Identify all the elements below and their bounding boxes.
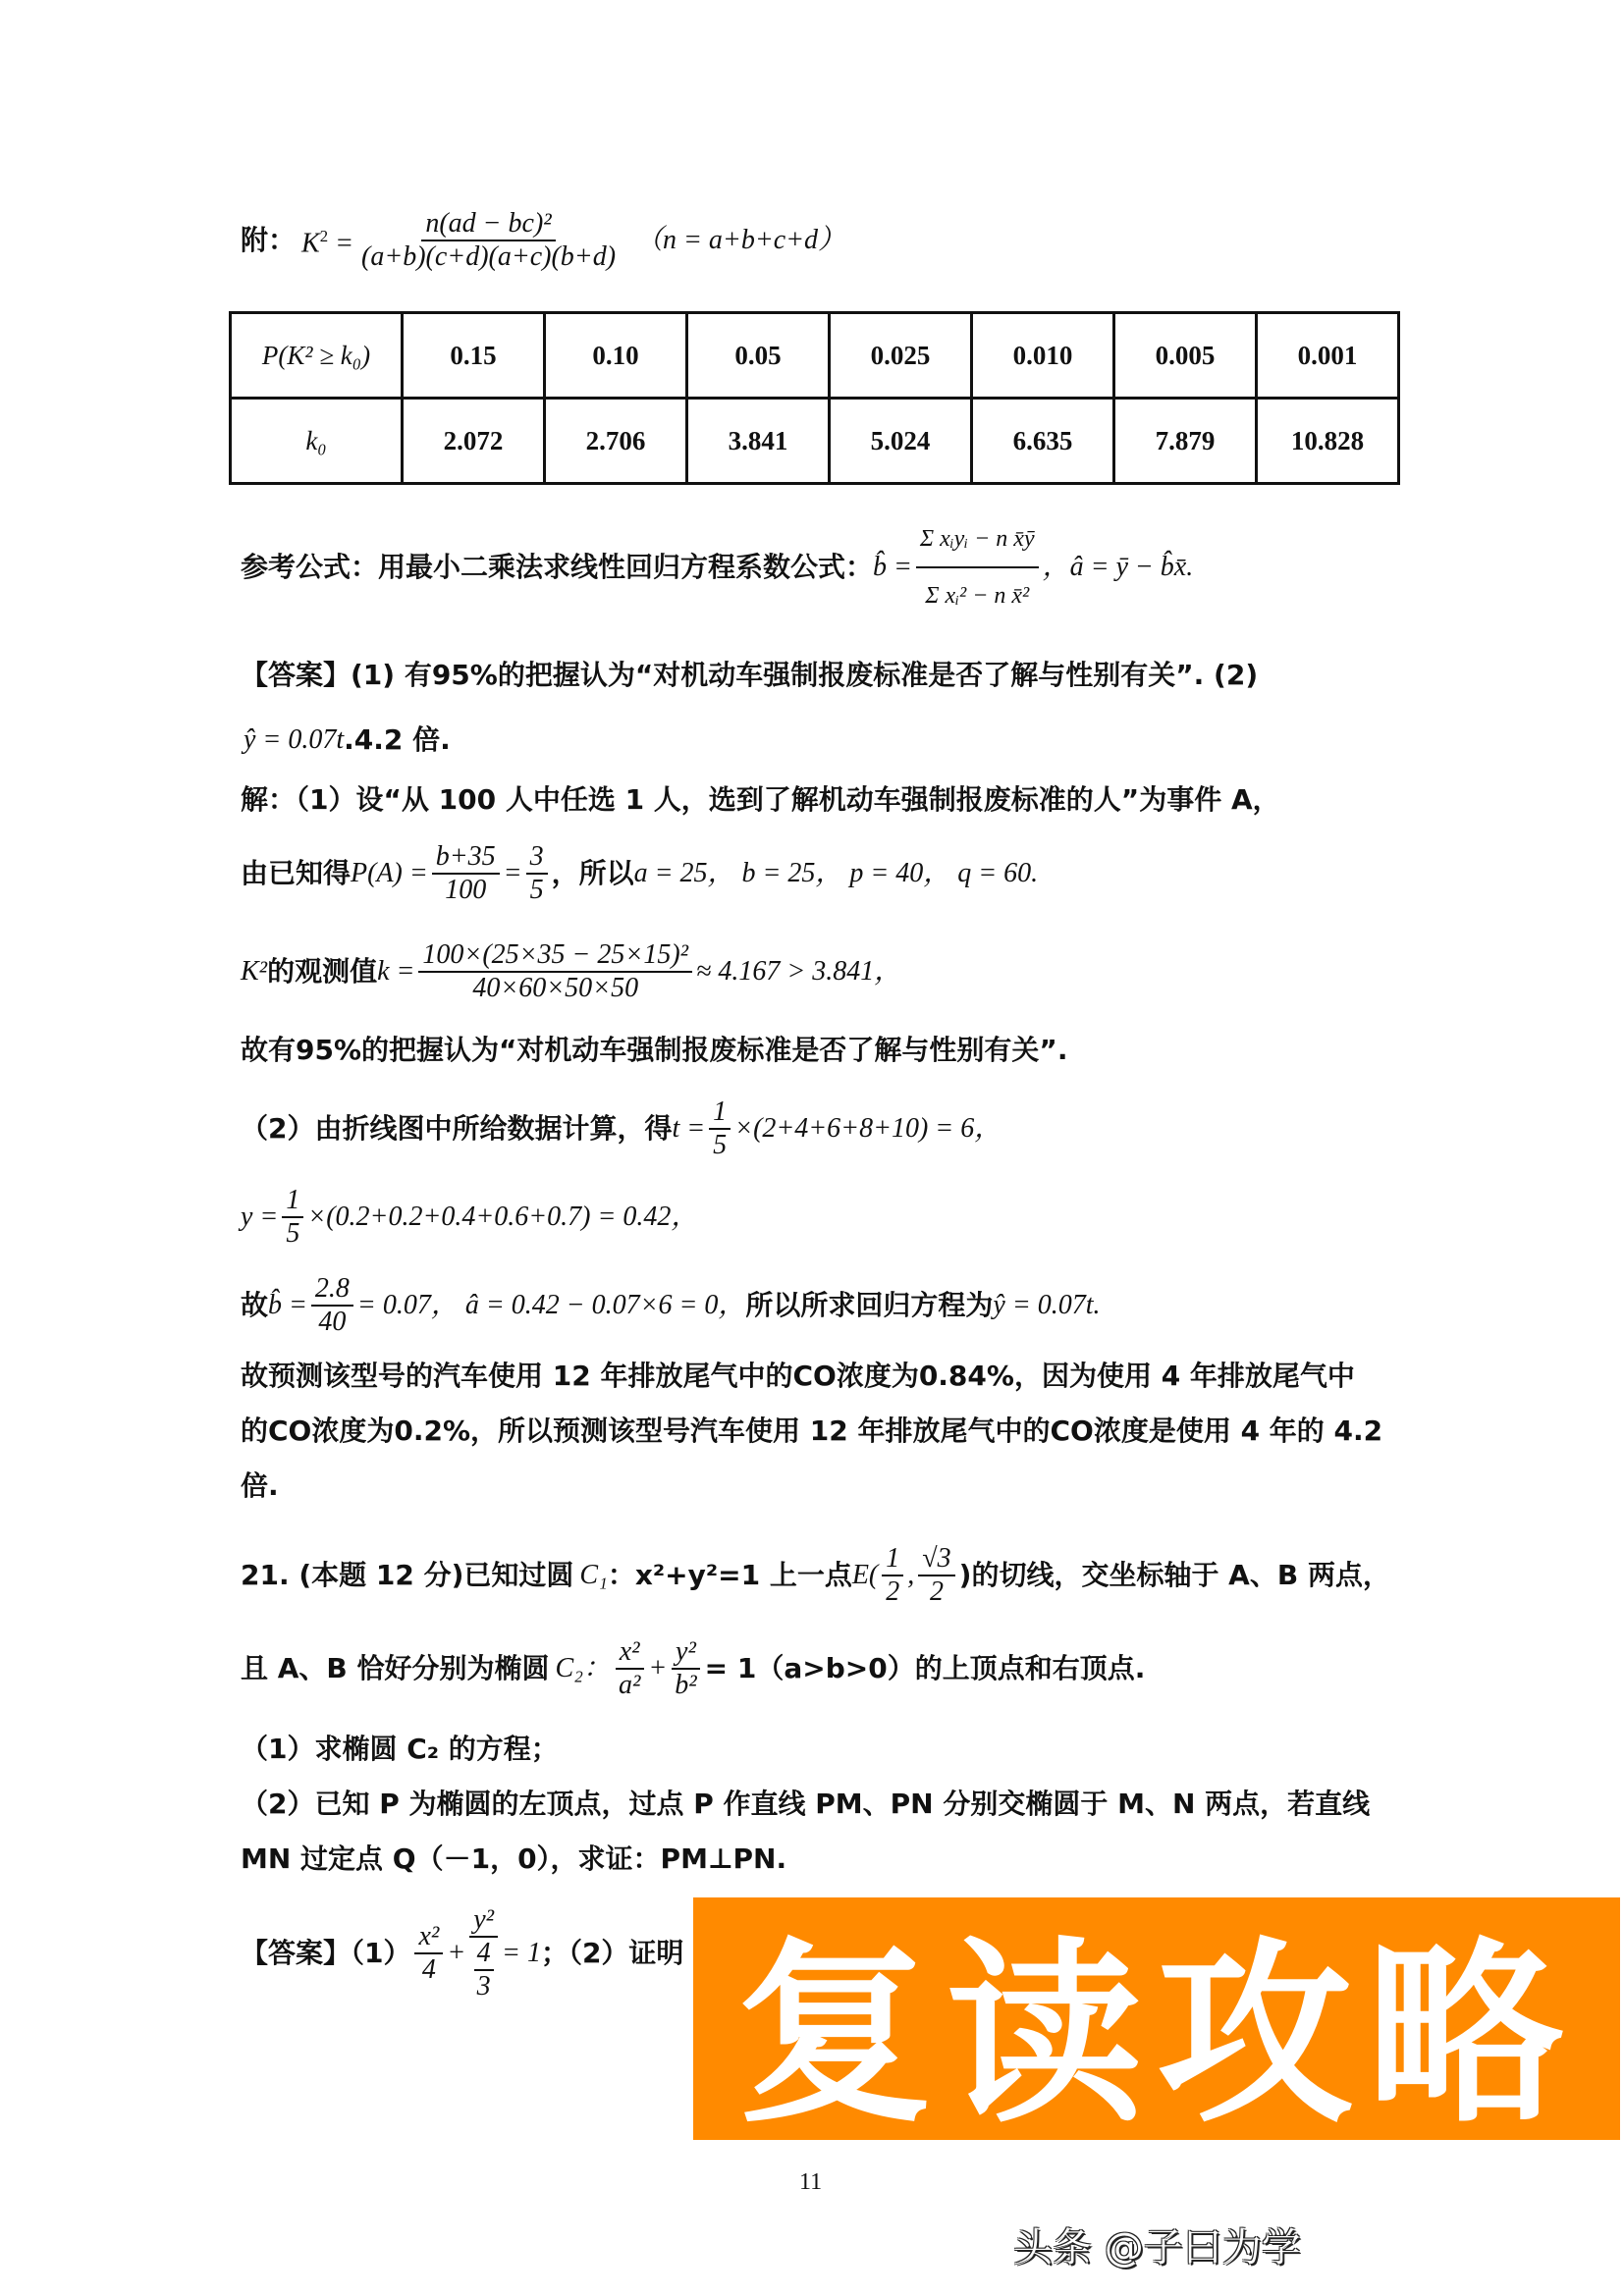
regression-equation: ŷ = 0.07t (244, 724, 345, 755)
t-mean: t = (672, 1113, 706, 1144)
fraction-denominator (470, 1938, 498, 2002)
fraction-denominator: 4 (421, 1954, 436, 1985)
fraction (432, 841, 500, 906)
solution-line-6 (241, 1178, 698, 1256)
table-cell: 2.072 (403, 399, 545, 484)
fraction-numerator: 3 (526, 841, 548, 875)
fraction (882, 1543, 903, 1608)
fraction-numerator: y² (672, 1636, 700, 1670)
question-text: ：x²+y²=1 上一点 (607, 1559, 852, 1591)
t-mean-sum: ×(2+4+6+8+10) = 6， (734, 1113, 1002, 1144)
fraction (418, 939, 692, 1004)
fraction-denominator: b² (675, 1670, 697, 1700)
answer-20-line-1: 【答案】(1) 有95%的把握认为“对机动车强制报废标准是否了解与性别有关”. (2) (241, 659, 1259, 691)
fraction-denominator: a² (618, 1670, 641, 1700)
fraction (709, 1096, 731, 1161)
table-row-k0 (231, 399, 1399, 484)
table-cell: 0.010 (972, 313, 1114, 399)
y-mean: y = (241, 1201, 279, 1232)
question-text: = 1（a>b>0）的上顶点和右顶点. (704, 1652, 1146, 1684)
question-21-line-2: 且 A、B 恰好分别为椭圆 C₂： $\frac{\text{x²}}{\text{a²}}$ + $\frac{\text{y²}}{\text{b²}}$ = 1（a>b>0）的上顶点和右顶点. (241, 1636, 1146, 1700)
fraction (526, 841, 548, 906)
question-text: 21. (本题 12 分)已知过圆 (241, 1559, 574, 1591)
coefficients: = 0.07， â = 0.42 − 0.07×6 = 0， (356, 1290, 746, 1320)
fraction-denominator: 100 (445, 875, 487, 905)
fraction-denominator: 40 (318, 1307, 347, 1337)
answer-ratio: .4.2 倍. (344, 723, 451, 756)
table-cell: 0.10 (545, 313, 687, 399)
a-hat-formula: ，â = ȳ − b̂x̄. (1042, 552, 1194, 582)
k-squared: K² (241, 956, 268, 987)
table-cell: 5.024 (830, 399, 972, 484)
solution-text: 的观测值 (267, 955, 378, 988)
fraction-denominator: 5 (713, 1130, 728, 1160)
probability-expression: P(A) = (351, 858, 428, 888)
n-definition: （n = a+b+c+d） (635, 225, 846, 255)
table-row-probability (231, 313, 1399, 399)
fraction (469, 1904, 498, 2002)
k-squared: $K^2$ = (301, 227, 353, 259)
nested-denominator: 3 (476, 1971, 491, 2002)
question-text: 且 A、B 恰好分别为椭圆 (241, 1652, 550, 1684)
table-header-k0: k₀ (231, 399, 403, 484)
solution-line-7 (241, 1266, 1101, 1345)
k-result: ≈ 4.167 > 3.841， (696, 956, 902, 987)
reference-label: 参考公式：用最小二乘法求线性回归方程系数公式： (241, 551, 874, 583)
table-cell: 6.635 (972, 399, 1114, 484)
table-cell: 0.001 (1257, 313, 1399, 399)
fudu-gonglue-banner (693, 1897, 1620, 2150)
fraction-denominator: 5 (286, 1218, 300, 1249)
table-cell: 2.706 (545, 399, 687, 484)
reference-formula (241, 499, 1193, 636)
fraction-numerator: b+35 (432, 841, 500, 875)
fraction-denominator: 5 (529, 875, 544, 905)
y-mean-sum: ×(0.2+0.2+0.4+0.6+0.7) = 0.42， (307, 1201, 699, 1232)
fraction (311, 1273, 353, 1338)
question-text: )的切线，交坐标轴于 A、B 两点， (958, 1559, 1390, 1591)
watermark: 头条 @子曰为学 (1013, 2225, 1301, 2270)
solution-line-8: 故预测该型号的汽车使用 12 年排放尾气中的CO浓度为0.84%，因为使用 4 年排放尾气中 (241, 1360, 1355, 1392)
table-cell: 0.005 (1114, 313, 1257, 399)
k-squared-fraction (357, 208, 620, 273)
solution-line-4: 故有95%的把握认为“对机动车强制报废标准是否了解与性别有关”. (241, 1034, 1068, 1066)
b-hat-fraction (916, 511, 1039, 623)
fraction-denominator: Σ xᵢ² − n x̄² (925, 583, 1030, 609)
fraction-denominator: 2 (929, 1576, 944, 1607)
appendix-formula (241, 206, 845, 275)
fraction (282, 1185, 303, 1250)
fraction (615, 1636, 644, 1701)
table-cell: 3.841 (687, 399, 830, 484)
solved-values: a = 25， b = 25， p = 40， q = 60. (633, 858, 1039, 888)
solution-line-2: 由已知得 P(A) = $\frac{b+35}{100}$ = $\frac{3}{5}$ ，所以 a = 25， b = 25， p = 40， q = 60. (241, 841, 1039, 905)
k-observed: k = (377, 956, 415, 987)
page-number: 11 (799, 2169, 823, 2195)
solution-line-9: 的CO浓度为0.2%，所以预测该型号汽车使用 12 年排放尾气中的CO浓度是使用 4 年的 4.2 (241, 1415, 1383, 1447)
fraction-numerator: x² (616, 1636, 644, 1670)
fraction-numerator: n(ad − bc)² (421, 208, 555, 241)
point-e: E( (851, 1560, 879, 1590)
table-cell: 0.025 (830, 313, 972, 399)
fraction-numerator: 1 (282, 1185, 303, 1218)
appendix-label: 附： (241, 224, 297, 256)
table-cell: 0.15 (403, 313, 545, 399)
fraction-numerator: y² (469, 1904, 498, 1938)
fraction (918, 1543, 954, 1608)
banner-text: 复读攻略 (735, 1921, 1577, 2150)
question-21-part-2: （2）已知 P 为椭圆的左顶点，过点 P 作直线 PM、PN 分别交椭圆于 M、N 两点，若直线 (241, 1788, 1371, 1820)
fraction-denominator: (a+b)(c+d)(a+c)(b+d) (361, 241, 617, 272)
circle-c1: C₁ (579, 1560, 608, 1590)
question-21-part-2-cont: MN 过定点 Q（－1，0），求证：PM⊥PN. (241, 1842, 787, 1875)
equals-one: = 1 (502, 1938, 541, 1968)
fraction-numerator: 100×(25×35 − 25×15)² (418, 939, 692, 973)
ellipse-c2: C₂： (555, 1653, 611, 1683)
table-cell: 7.879 (1114, 399, 1257, 484)
solution-text: 故 (241, 1289, 269, 1321)
b-hat-lhs: b̂ = (873, 552, 912, 582)
b-hat: b̂ = (268, 1290, 307, 1320)
solution-text: 由已知得 (241, 857, 352, 889)
solution-text: （2）由折线图中所给数据计算，得 (241, 1112, 673, 1145)
fraction-numerator: x² (414, 1921, 443, 1954)
fraction-numerator: √3 (918, 1543, 954, 1576)
fraction-numerator: Σ xᵢyᵢ − n x̄ȳ (916, 511, 1039, 568)
table-cell: 0.05 (687, 313, 830, 399)
answer-text: ；（2）证明 (540, 1937, 684, 1969)
table-cell: 10.828 (1257, 399, 1399, 484)
fraction-numerator: 1 (882, 1543, 903, 1576)
solution-line-10: 倍. (241, 1469, 279, 1502)
fraction (414, 1921, 443, 1986)
nested-numerator: 4 (474, 1938, 494, 1971)
fraction-denominator: 40×60×50×50 (472, 973, 639, 1003)
table-header-probability: P(K² ≥ k₀) (231, 313, 403, 399)
solution-line-3 (241, 933, 901, 1011)
solution-text: ，所以 (551, 857, 634, 889)
answer-label: 【答案】（1） (241, 1937, 411, 1969)
solution-text: 所以所求回归方程为 (745, 1289, 994, 1321)
regression-equation: ŷ = 0.07t. (993, 1290, 1101, 1320)
fraction-denominator: 2 (886, 1576, 900, 1607)
fraction-numerator: 1 (709, 1096, 731, 1130)
answer-20-line-2 (244, 721, 451, 760)
solution-line-1: 解：（1）设“从 100 人中任选 1 人，选到了解机动车强制报废标准的人”为事件 A， (241, 783, 1280, 816)
fraction (671, 1636, 700, 1701)
solution-line-5 (241, 1090, 1001, 1168)
critical-value-table (229, 311, 1400, 485)
answer-21: 【答案】（1） $\frac{\text{x²}}{4}$ + $\frac{\text{y²}}{\frac{4}{3}}$ = 1 ；（2）证明 (241, 1904, 684, 2002)
question-21-part-1: （1）求椭圆 C₂ 的方程； (241, 1733, 559, 1765)
question-21-line-1: 21. (本题 12 分)已知过圆 C₁ ：x²+y²=1 上一点 E( $\frac{1}{2}$ , $\frac{√3}{2}$ )的切线，交坐标轴于 A、B 两点， (241, 1543, 1390, 1607)
fraction-numerator: 2.8 (311, 1273, 353, 1307)
